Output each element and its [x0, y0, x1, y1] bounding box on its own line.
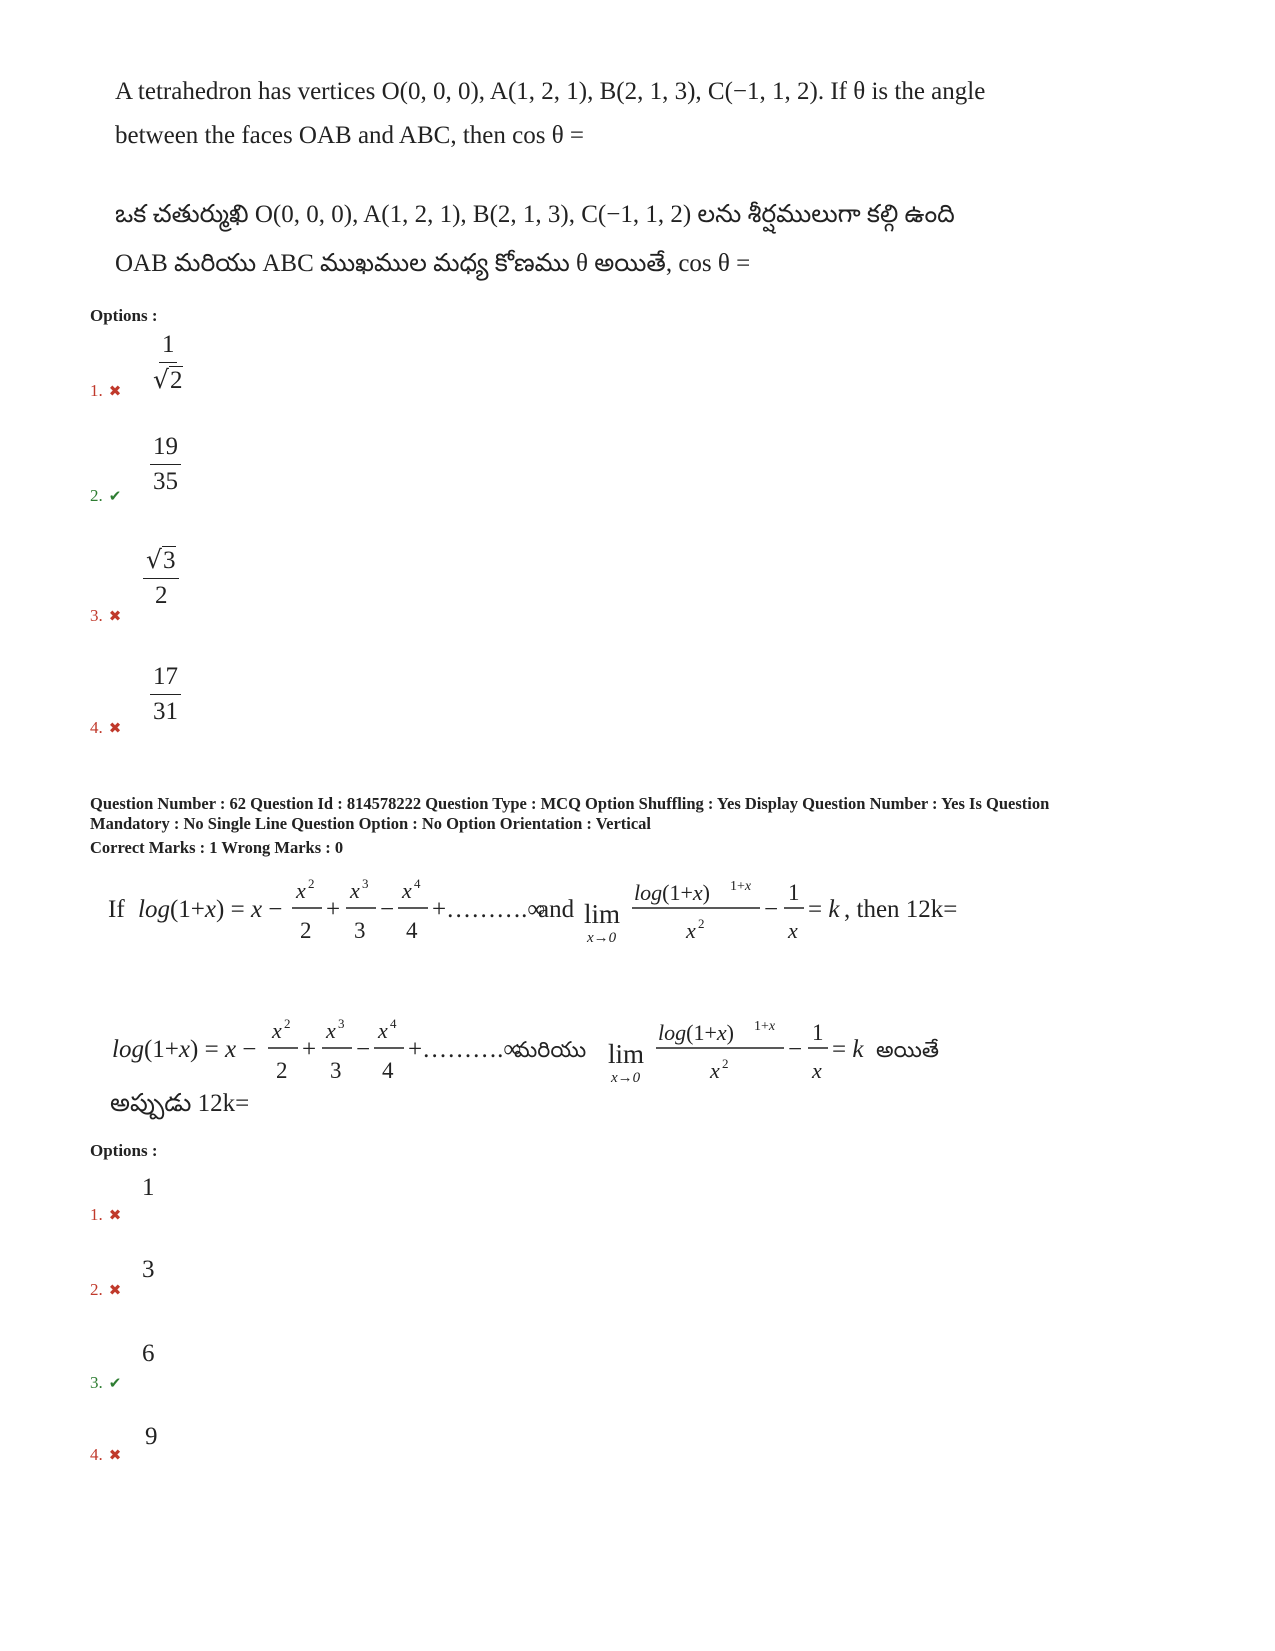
option-4-marker [90, 1445, 121, 1465]
denominator: 2 [154, 582, 168, 609]
equation-prefix: If [108, 896, 125, 923]
option-3-marker [90, 606, 121, 626]
limit-expression [584, 879, 840, 946]
option-number: 2. [90, 1280, 103, 1299]
equation-lhs: log(1+x) = x − [138, 896, 283, 923]
numerator: 19 [150, 432, 181, 465]
cross-icon: ✖ [108, 1281, 122, 1299]
svg-text:4: 4 [390, 1016, 397, 1031]
option-3-marker [90, 1373, 121, 1393]
svg-text:2: 2 [308, 876, 315, 891]
cross-icon: ✖ [108, 607, 122, 625]
fraction [150, 662, 181, 727]
svg-text:1+x: 1+x [730, 879, 752, 894]
denominator: 35 [153, 468, 178, 495]
check-icon: ✔ [108, 487, 122, 505]
numerator: 1 [159, 330, 178, 363]
question-62-marks: Correct Marks : 1 Wrong Marks : 0 [90, 838, 344, 857]
svg-text:2: 2 [722, 1056, 729, 1071]
denominator: 31 [153, 698, 178, 725]
equation-and: మరియు [514, 1037, 587, 1062]
svg-text:4: 4 [382, 1058, 394, 1083]
option-number: 1. [90, 381, 103, 400]
fraction [150, 330, 186, 396]
svg-text:lim: lim [584, 899, 621, 929]
equation-lhs: log(1+x) = x − [112, 1036, 257, 1063]
series-term-x3 [322, 1016, 352, 1083]
svg-text:3: 3 [362, 876, 369, 891]
svg-text:x: x [296, 878, 306, 903]
svg-text:+……….∞: +……….∞ [432, 896, 546, 923]
question-61-text-en-line2: between the faces OAB and ABC, then cos θ = [115, 122, 585, 149]
option-number: 3. [90, 606, 103, 625]
series-term-x2 [268, 1016, 298, 1083]
option-number: 3. [90, 1373, 103, 1392]
svg-text:1: 1 [812, 1020, 824, 1045]
series-term-x4 [374, 1016, 404, 1083]
sqrt-symbol: √2 [153, 365, 183, 394]
option-1-marker [90, 381, 121, 401]
svg-text:x: x [326, 1018, 336, 1043]
cross-icon: ✖ [108, 719, 122, 737]
numerator: 3 [162, 547, 176, 574]
svg-text:3: 3 [338, 1016, 345, 1031]
option-number: 4. [90, 718, 103, 737]
svg-text:−: − [788, 1036, 803, 1063]
option-4-value [150, 662, 181, 727]
svg-text:log(1+x): log(1+x) [634, 880, 710, 905]
fraction [150, 432, 181, 497]
fraction [143, 545, 179, 611]
option-3-value [143, 545, 179, 611]
denominator: 2 [169, 367, 183, 394]
question-61-text-te-line2: OAB మరియు ABC ముఖముల మధ్య కోణము θ అయితే, cos θ = [115, 250, 751, 277]
cross-icon: ✖ [108, 1206, 122, 1224]
option-2-marker [90, 486, 121, 506]
option-2-value: 3 [142, 1256, 155, 1283]
svg-text:= k: = k [808, 896, 840, 923]
question-62-meta-line1: Question Number : 62 Question Id : 814578222 Question Type : MCQ Option Shuffling : Yes Display Question Number : Yes Is Question [90, 794, 1050, 813]
option-3-value: 6 [142, 1340, 155, 1367]
equation-suffix: , then 12k= [844, 896, 958, 923]
svg-text:3: 3 [330, 1058, 342, 1083]
limit-expression [608, 1019, 864, 1086]
option-4-marker [90, 718, 121, 738]
question-61-text-en-line1: A tetrahedron has vertices O(0, 0, 0), A(1, 2, 1), B(2, 1, 3), C(−1, 1, 2). If θ is the angle [115, 78, 986, 105]
options-heading: Options : [90, 306, 158, 325]
svg-text:x→0: x→0 [611, 1070, 641, 1086]
svg-text:lim: lim [608, 1039, 645, 1069]
option-2-marker [90, 1280, 121, 1300]
cross-icon: ✖ [108, 1446, 122, 1464]
options-heading: Options : [90, 1141, 158, 1160]
svg-text:x: x [402, 878, 412, 903]
series-term-x3 [346, 876, 376, 943]
svg-text:2: 2 [276, 1058, 288, 1083]
svg-text:−: − [356, 1036, 371, 1063]
svg-text:1+x: 1+x [754, 1019, 776, 1034]
svg-text:x: x [272, 1018, 282, 1043]
svg-text:−: − [764, 896, 779, 923]
equation-and: and [538, 896, 575, 923]
option-4-value: 9 [145, 1423, 158, 1450]
option-1-value [150, 330, 186, 396]
svg-text:4: 4 [414, 876, 421, 891]
svg-text:x: x [710, 1058, 720, 1083]
svg-text:+……….∞: +……….∞ [408, 1036, 522, 1063]
equation-suffix: అయితే [876, 1037, 940, 1062]
series-term-x4 [398, 876, 428, 943]
svg-text:x: x [350, 878, 360, 903]
svg-text:x: x [686, 918, 696, 943]
question-61-text-te-line1: ఒక చతుర్ముఖి O(0, 0, 0), A(1, 2, 1), B(2, 1, 3), C(−1, 1, 2) లను శీర్షములుగా కల్గి ఉంది [115, 201, 955, 228]
svg-text:x: x [812, 1058, 822, 1083]
numerator: 17 [150, 662, 181, 695]
svg-text:2: 2 [698, 916, 705, 931]
option-number: 1. [90, 1205, 103, 1224]
option-number: 2. [90, 486, 103, 505]
cross-icon: ✖ [108, 382, 122, 400]
svg-text:4: 4 [406, 918, 418, 943]
check-icon: ✔ [108, 1374, 122, 1392]
svg-text:2: 2 [300, 918, 312, 943]
svg-text:−: − [380, 896, 395, 923]
svg-text:x: x [788, 918, 798, 943]
svg-text:+: + [302, 1036, 317, 1063]
svg-text:1: 1 [788, 880, 800, 905]
series-term-x2 [292, 876, 322, 943]
question-62-meta-line2: Mandatory : No Single Line Question Option : No Option Orientation : Vertical [90, 814, 652, 833]
svg-text:= k: = k [832, 1036, 864, 1063]
svg-text:3: 3 [354, 918, 366, 943]
sqrt-symbol: √3 [146, 545, 176, 574]
svg-text:+: + [326, 896, 341, 923]
option-1-marker [90, 1205, 121, 1225]
question-62-text-te-line2: అప్పుడు 12k= [110, 1090, 250, 1117]
svg-text:2: 2 [284, 1016, 291, 1031]
option-2-value [150, 432, 181, 497]
svg-text:log(1+x): log(1+x) [658, 1020, 734, 1045]
svg-text:x→0: x→0 [587, 930, 617, 946]
option-1-value: 1 [142, 1174, 155, 1201]
question-62-equation-en [100, 870, 1000, 960]
option-number: 4. [90, 1445, 103, 1464]
svg-text:x: x [378, 1018, 388, 1043]
